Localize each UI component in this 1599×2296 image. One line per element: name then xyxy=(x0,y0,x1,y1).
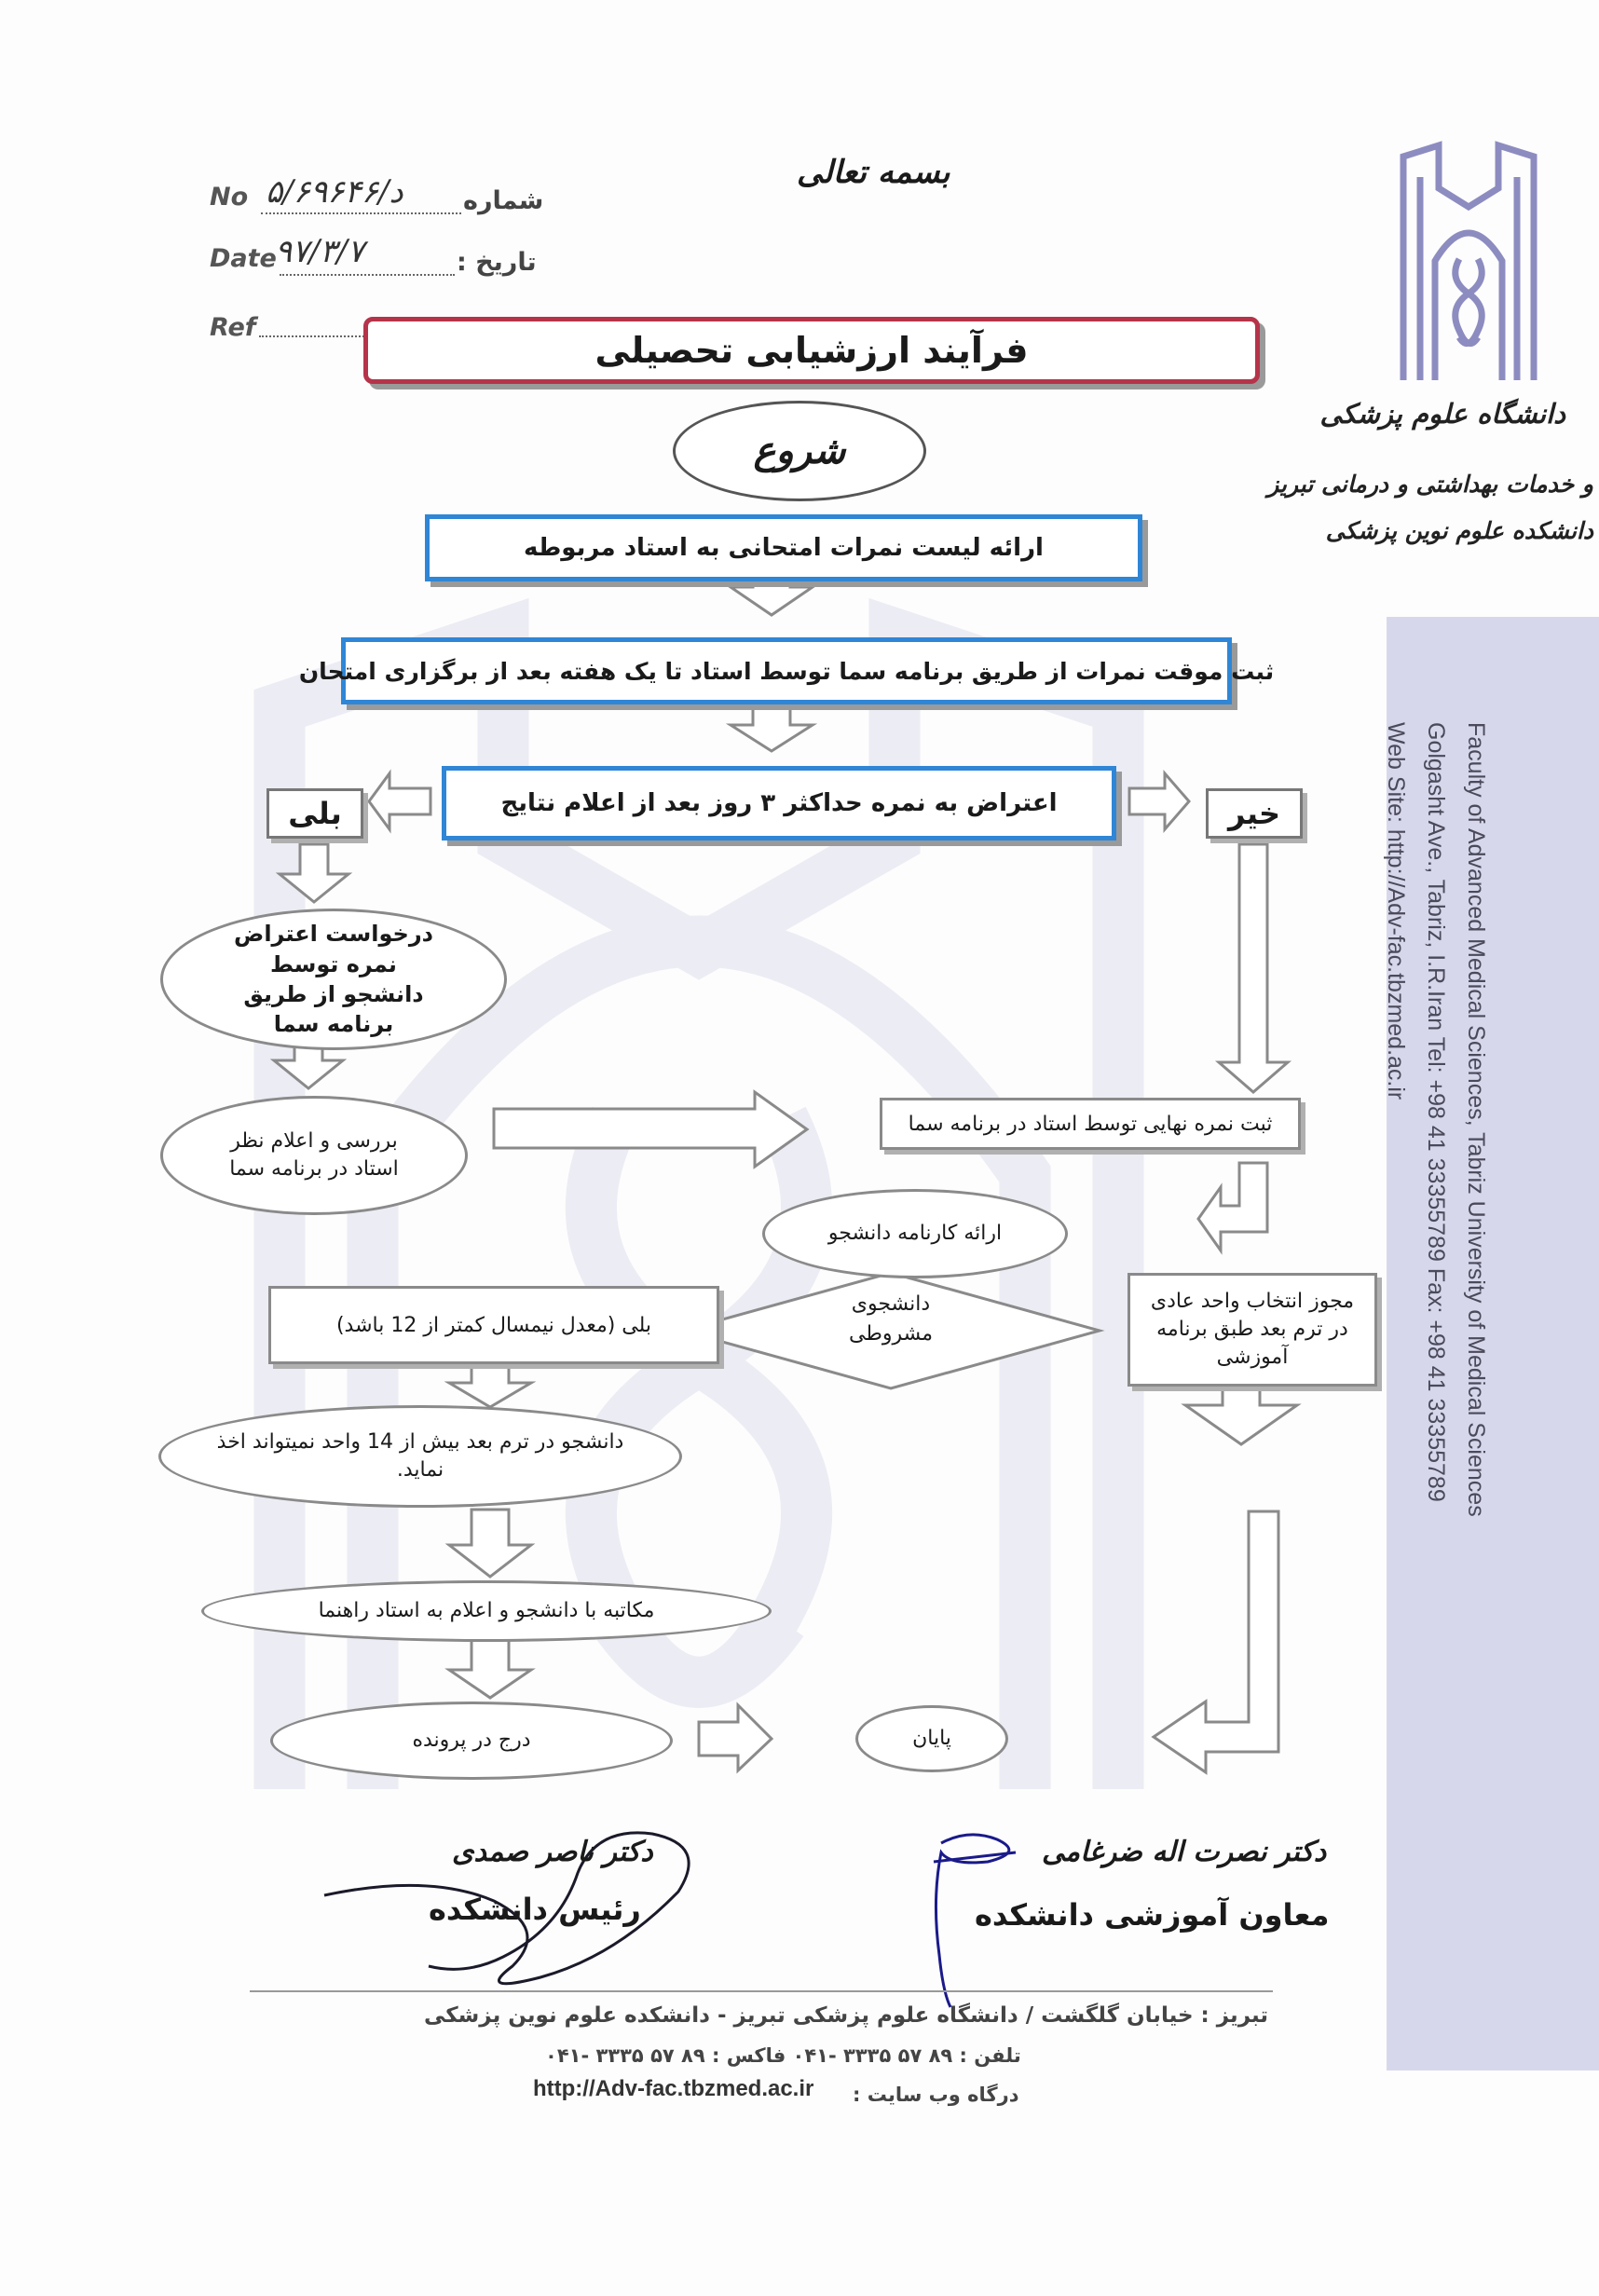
review-label: بررسی و اعلام نظر استاد در برنامه سما xyxy=(229,1129,399,1181)
arrow-elbow-right xyxy=(1198,1163,1267,1250)
step-2-label: ثبت موقت نمرات از طریق برنامه سما توسط استاد تا یک هفته بعد از برگزاری امتحان xyxy=(298,657,1275,685)
strip-line-3: Web Site: http://Adv-fac.tbzmed.ac.ir xyxy=(1383,722,1409,1100)
yes-box xyxy=(266,788,363,839)
arrow-right-no xyxy=(1129,773,1189,829)
arrow-down-2 xyxy=(731,706,813,751)
no-label: No xyxy=(210,183,249,212)
objection-request-label: درخواست اعتراض نمره توسط دانشجو از طریق برنامه سما xyxy=(234,921,433,1038)
start-terminal xyxy=(673,401,926,501)
limit-label: دانشجو در ترم بعد بیش از 14 واحد نمیتواند اخذ نماید. xyxy=(216,1430,624,1482)
transcript-node xyxy=(762,1189,1068,1278)
condition-yes-label: بلی (معدل نیمسال کمتر از 12 باشد) xyxy=(335,1313,652,1337)
date-fa-label: تاریخ : xyxy=(457,248,537,277)
conditional-label: دانشجوی مشروطی xyxy=(848,1292,934,1346)
no-fa-label: شماره xyxy=(463,186,544,215)
strip-line-1: Faculty of Advanced Medical Sciences, Tabriz University of Medical Sciences xyxy=(1463,722,1489,1517)
permit-label: مجوز انتخاب واحد عادی در ترم بعد طبق برنامه آموزشی xyxy=(1150,1290,1355,1369)
university-line-2: و خدمات بهداشتی و درمانی تبریز xyxy=(1267,471,1593,498)
university-line-1: دانشگاه علوم پزشکی xyxy=(1319,398,1565,430)
arrow-right-review xyxy=(494,1092,807,1167)
step-3-box xyxy=(442,766,1116,840)
footer-website-label: درگاه وب سایت : xyxy=(853,2084,1019,2106)
arrow-down-corr xyxy=(449,1640,531,1698)
ref-label: Ref xyxy=(210,313,256,342)
review-node xyxy=(160,1096,468,1215)
arrow-down-limit xyxy=(449,1510,531,1577)
step-3-label: اعتراض به نمره حداکثر ۳ روز بعد از اعلام نتایج xyxy=(500,789,1058,817)
final-grade-label: ثبت نمره نهایی توسط استاد در برنامه سما xyxy=(908,1112,1273,1136)
step-1-label: ارائه لیست نمرات امتحانی به استاد مربوطه xyxy=(524,534,1044,562)
start-label: شروع xyxy=(753,429,846,472)
arrow-down-cond xyxy=(449,1366,531,1407)
file-label: درج در پرونده xyxy=(412,1729,531,1753)
conditional-text xyxy=(820,1290,962,1349)
end-terminal xyxy=(855,1705,1008,1772)
basmala: بسمه تعالی xyxy=(797,154,950,191)
final-grade-box xyxy=(880,1098,1301,1150)
step-2-box xyxy=(298,637,1275,704)
correspondence-label: مکاتبه با دانشجو و اعلام به استاد راهنما xyxy=(318,1599,655,1623)
strip-line-2: Golgasht Ave., Tabriz, I.R.Iran Tel: +98 41 33355789 Fax: +98 41 33355789 xyxy=(1423,722,1449,1502)
left-signer-name: دکتر ناصر صمدی xyxy=(452,1836,653,1868)
correspondence-node xyxy=(201,1580,772,1642)
objection-request xyxy=(160,909,507,1050)
no-label: خیر xyxy=(1227,796,1281,831)
university-line-3: دانشکده علوم نوین پزشکی xyxy=(1325,517,1593,544)
arrow-down-yes xyxy=(280,844,348,902)
footer-address: تبریز : خیابان گلگشت / دانشگاه علوم پزشکی تبریز - دانشکده علوم نوین پزشکی xyxy=(424,2003,1269,2028)
right-signer-name: دکتر نصرت اله ضرغامی xyxy=(1042,1836,1327,1868)
arrow-left-yes xyxy=(369,773,430,829)
step-1-box xyxy=(425,514,1142,581)
arrow-down-permit xyxy=(1185,1388,1297,1444)
arrow-down-no xyxy=(1219,844,1288,1092)
no-box xyxy=(1206,788,1303,839)
no-value: ۵/د/۶۹۶۴۶ xyxy=(266,173,403,211)
date-label: Date xyxy=(210,244,277,273)
transcript-label: ارائه کارنامه دانشجو xyxy=(827,1222,1003,1246)
date-value: ۹۷/۳/۷ xyxy=(275,233,364,270)
left-signer-title: رئیس دانشکده xyxy=(429,1892,641,1927)
arrow-down-3 xyxy=(274,1044,343,1088)
permit-box xyxy=(1128,1273,1377,1387)
arrow-right-end xyxy=(699,1705,772,1770)
condition-yes-box xyxy=(268,1286,719,1364)
yes-label: بلی xyxy=(288,796,342,831)
right-signer-title: معاون آموزشی دانشکده xyxy=(975,1897,1330,1933)
limit-node xyxy=(158,1405,682,1508)
footer-phone: تلفن : ۸۹ ۵۷ ۳۳۳۵ -۰۴۱ فاکس : ۸۹ ۵۷ ۳۳۳۵ -۰۴۱ xyxy=(545,2044,1021,2067)
arrow-elbow-end xyxy=(1154,1511,1278,1772)
page-title: فرآیند ارزشیابی تحصیلی xyxy=(594,330,1029,371)
end-label: پایان xyxy=(912,1727,951,1751)
file-node xyxy=(270,1702,673,1780)
footer-website-url: http://Adv-fac.tbzmed.ac.ir xyxy=(533,2076,814,2101)
footer-rule xyxy=(250,1990,1273,1992)
